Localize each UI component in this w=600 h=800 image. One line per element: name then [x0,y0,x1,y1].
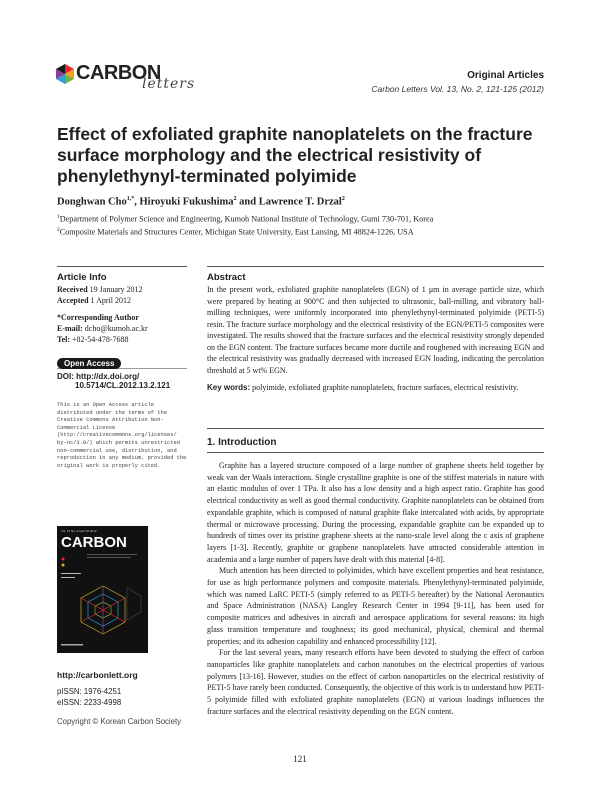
keywords: Key words: polyimide, exfoliated graphite nanoplatelets, fracture surfaces, electrical resistivity. [207,383,519,392]
tel-line: Tel: +82-54-478-7688 [57,335,129,344]
license-text: This is an Open Access article distributed under the terms of the Creative Commons Attribution Non-Commercial License (http://creativecommons.org/licenses/ by-nc/3.0/) which permits unrestricted non-commercial use, distribution, and reproduction in any medium, provided the original work is properly cited. [57,402,187,469]
cover-graphic [57,526,148,653]
email-link[interactable]: dcho@kumoh.ac.kr [84,324,148,333]
section-heading-introduction: 1. Introduction [207,437,277,448]
author-separator: and [236,196,259,208]
journal-reference: Carbon Letters Vol. 13, No. 2, 121-125 (2012) [371,84,544,94]
section-label: Original Articles [467,70,544,81]
affiliation-2: $^2$Composite Materials and Structures Center, Michigan State University, East Lansing, MI 48824-1226, USA [57,227,414,237]
page-number: 121 [293,754,307,764]
eissn: eISSN: 2233-4998 [57,698,122,707]
doi-link-cont[interactable]: 10.5714/CL.2012.13.2.121 [75,381,171,390]
article-title: Effect of exfoliated graphite nanoplatelets on the fracture surface morphology and the electrical resistivity of phenylethynyl-terminated polyimide [57,124,533,186]
open-access-badge: Open Access [57,358,121,369]
author-name: Lawrence T. Drzal [258,196,342,208]
introduction-body [207,460,544,717]
copyright: Copyright © Korean Carbon Society [57,717,182,726]
journal-url-link[interactable]: http://carbonlett.org [57,670,138,680]
author-name: Hiroyuki Fukushima [139,196,234,208]
journal-cover-image [57,526,148,653]
logo-subtitle: letters [142,76,196,92]
paragraph: Much attention has been directed to polyimides, which have excellent properties and heat resistance, for use as high performance polymers and composite materials. Phenylethynyl-terminated polyimide, which was named LaRC PETI-5 (simply referred to as PETI-5 hereafter) by the National Aeronautics and Space Administration (NASA) Langley Research Center in 1994 [9-11], has been used for composite matrices and adhesives in aircraft and aerospace applications for several reasons: its high glass transition temperature and toughness; its good mechanical, physical, chemical and thermal properties; and its adhesion capability and enhanced processibility [12]. [207,566,544,646]
author-name: Donghwan Cho [57,196,127,208]
abstract-section [207,272,544,394]
cover-title: CARBON [61,534,127,551]
article-info-heading: Article Info [57,272,107,283]
article-info [57,272,187,470]
divider [207,266,544,267]
abstract-heading: Abstract [207,272,246,283]
divider [207,452,544,453]
cover-issue-text: Vol. 13 No. 2 April 30 2012 [61,529,97,533]
doi-link[interactable]: DOI: http://dx.doi.org/ [57,372,140,381]
author-separator: , [134,196,140,208]
divider [207,428,544,429]
paragraph: Graphite has a layered structure composed of a large number of graphene sheets held together by weak van der Waals interactions. Single crystalline graphite is one of the stiffest materials in nature with an elastic modulus of over 1 TPa. It also has a low density and a high aspect ratio. Graphite has good electrical conductivity as well as good thermal conductivity. Graphite nanoplatelets can be obtained from expandable graphite, which is composed of natural graphite flake intercalated with acids, by appropriate thermal or microwave processing. During the processing, expandable graphite can be expanded up to hundreds of times over its pristine graphene sheets at the nano-scale level along the c axis of graphene layers [1-3]. Recently, graphite or graphene nanoplatelets have attracted considerable attention in academia and a large number of papers have dealt with this material [4-8]. [207,461,544,564]
paragraph: For the last several years, many research efforts have been devoted to studying the effect of carbon nanoparticles like graphite nanoplatelets and carbon nanotubes on the electrical properties of various polymers [13-16]. However, studies on the effect of carbon nanoparticles on the electrical resistivity of PETI-5 have rarely been conducted. Consequently, the objective of this work is to understand how PETI-5 polyimide filled with exfoliated graphite nanoplatelets (EGN) at various loadings influences the fracture surfaces and the electrical resistivity depending on the EGN content. [207,648,544,716]
accepted-line: Accepted 1 April 2012 [57,296,131,305]
email-line: E-mail: dcho@kumoh.ac.kr [57,324,148,333]
author-superscript: 2 [341,196,345,202]
journal-logo [56,62,206,100]
divider [57,266,187,267]
pissn: pISSN: 1976-4251 [57,687,122,696]
received-line: Received 19 January 2012 [57,285,143,294]
author-superscript: 2 [233,196,237,202]
corresponding-author: *Corresponding Author [57,313,139,322]
author-list [57,196,345,208]
logo-wordmark: CARBON [76,62,161,84]
affiliation-1: $^1$Department of Polymer Science and Engineering, Kumoh National Institute of Technology, Gumi 730-701, Korea [57,214,434,224]
abstract-text: In the present work, exfoliated graphite nanoplatelets (EGN) of 1 μm in average particle size, which were prepared by heating at 900°C and then subjected to ultrasonic, ball-milling, and vibratory ball-milling techniques, were uniformly incorporated into phenylethynyl-terminated polyimide (PETI-5) resin. The fracture surface morphology and the electrical resistivity of the EGN/PETI-5 composites were investigated. The results showed that the fracture surfaces and the electrical resistivity strongly depended on the EGN content. The fracture surfaces became more ductile and roughened with increasing EGN and the electrical resistivity was gradually decreased with increased EGN loading, indicating the percolation threshold at 5 wt% EGN. [207,285,544,375]
author-superscript: 1,* [126,196,135,202]
logo-hexagon-icon [56,64,74,84]
